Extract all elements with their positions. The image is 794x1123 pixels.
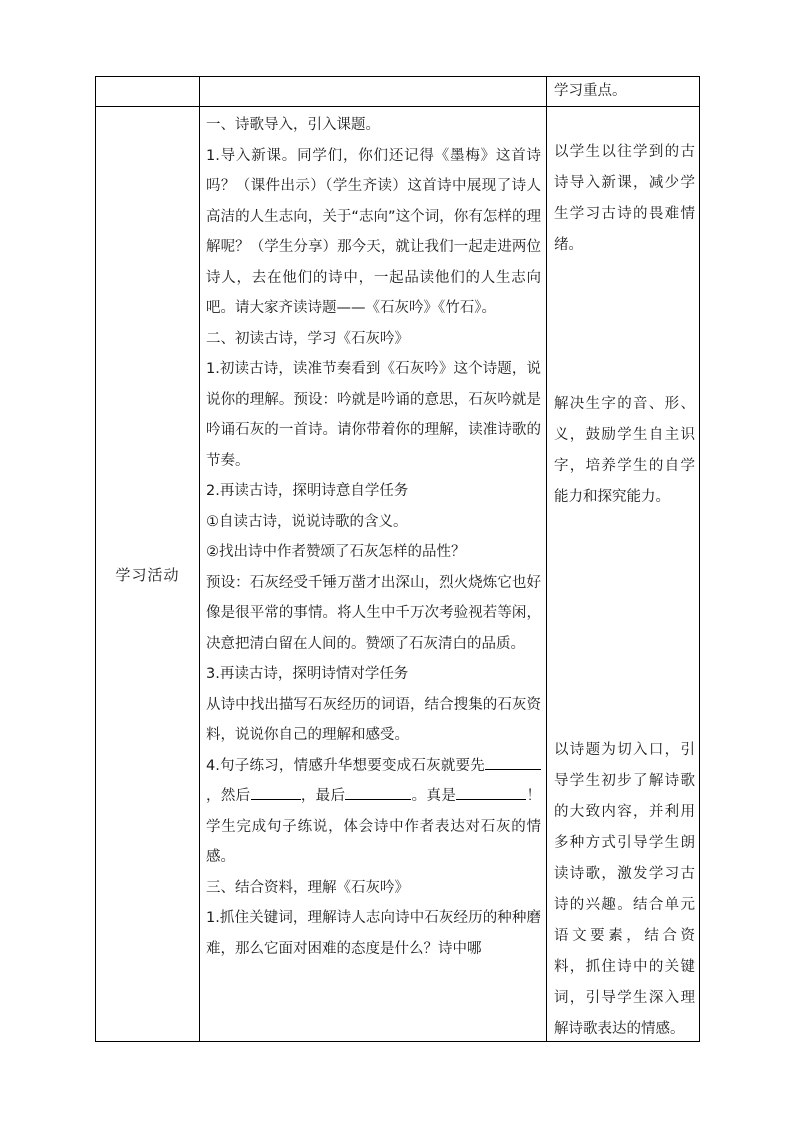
row-label-cell: [96, 107, 200, 1042]
table-row-header: [96, 77, 700, 107]
section-2-paragraph-1: 1.初读古诗，读准节奏看到《石灰吟》这个诗题，说说你的理解。预设：吟就是吟诵的意思，石灰吟就是吟诵石灰的一首诗。请你带着你的理解，读准诗歌的节奏。: [206, 361, 541, 469]
fill-blank-3: [345, 783, 411, 800]
section-2-title: 二、初读古诗，学习《石灰吟》: [206, 330, 409, 347]
row-label-learning-activity: 学习活动: [115, 565, 180, 584]
section-3-paragraph-1: 1.抓住关键词，理解诗人志向诗中石灰经历的种种磨难，那么它面对困难的态度是什么？诗中哪: [206, 910, 541, 957]
design-note-3: 以诗题为切入口，引导学生初步了解诗歌的大致内容，并利用多种方式引导学生朗读诗歌，激发学习古诗的兴趣。结合单元语文要素，结合资料，抓住诗中的关键词，引导学生深入理解诗歌表达的情感。: [554, 742, 695, 1037]
header-cell-key-points: [547, 77, 700, 107]
exercise-text-d: 。真是: [411, 788, 457, 804]
section-2-paragraph-4: ②找出诗中作者赞颂了石灰怎样的品性？: [206, 544, 466, 560]
header-cell-empty-2: [200, 77, 547, 107]
section-2-paragraph-2: 2.再读古诗，探明诗意自学任务: [206, 483, 409, 499]
section-2-paragraph-6: 3.再读古诗，探明诗情对学任务: [206, 666, 409, 682]
exercise-text-a: 4.句子练习，情感升华想要变成石灰就要先: [206, 757, 485, 774]
fill-blank-4: [456, 783, 526, 800]
activity-content-cell: [200, 107, 547, 1042]
fill-blank-1: [485, 753, 541, 770]
header-cell-empty-1: [96, 77, 200, 107]
design-notes: [547, 107, 699, 1041]
exercise-text-b: ，然后: [206, 788, 251, 804]
exercise-text-e: ！学生完成句子练说，体会诗中作者表达对石灰的情感。: [206, 788, 542, 865]
fill-blank-2: [251, 783, 301, 800]
key-points-text: 学习重点。: [554, 83, 627, 99]
design-note-2: 解决生字的音、形、义，鼓励学生自主识字，培养学生的自学能力和探究能力。: [554, 396, 695, 505]
section-2-paragraph-3: ①自读古诗，说说诗歌的含义。: [206, 513, 408, 530]
exercise-text-c: ，最后: [300, 788, 346, 804]
section-2-sentence-exercise: [206, 751, 541, 873]
lesson-plan-table: [95, 76, 700, 1042]
section-3-title: 三、结合资料，理解《石灰吟》: [206, 879, 409, 896]
section-1-paragraph-1: 1.导入新课。同学们，你们还记得《墨梅》这首诗吗？（课件出示）（学生齐读）这首诗中展现了诗人高洁的人生志向，关于“志向”这个词，你有怎样的理解呢？（学生分享）那今天，就让我们一起走进两位诗人，去在他们的诗中，一起品读他们的人生志向吧。请大家齐读诗题——《石灰吟》《竹石》。: [206, 147, 541, 316]
section-1-title: 一、诗歌导入，引入课题。: [206, 117, 380, 133]
design-notes-cell: [547, 107, 700, 1042]
table-row-learning-activity: [96, 107, 700, 1042]
design-note-1: 以学生以往学到的古诗导入新课，减少学生学习古诗的畏难情绪。: [554, 144, 695, 253]
section-2-paragraph-7: 从诗中找出描写石灰经历的词语，结合搜集的石灰资料，说说你自己的理解和感受。: [206, 696, 541, 743]
activity-content: [200, 107, 546, 964]
section-2-paragraph-5: 预设：石灰经受千锤万凿才出深山，烈火烧炼它也好像是很平常的事情。将人生中千万次考验视若等闲，决意把清白留在人间的。赞颂了石灰清白的品质。: [206, 574, 541, 652]
